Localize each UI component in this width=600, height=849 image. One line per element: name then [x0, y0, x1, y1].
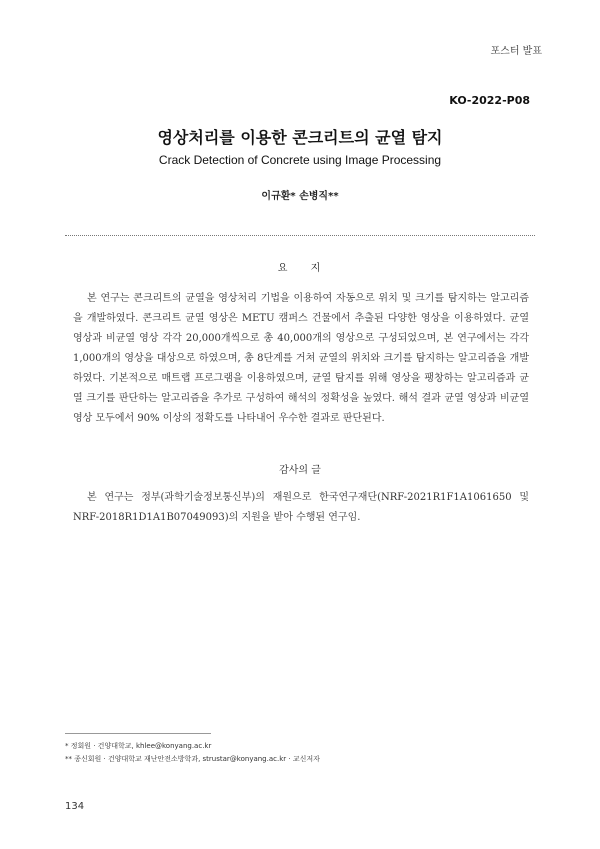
header-category: 포스터 발표	[490, 46, 542, 57]
section-divider	[65, 235, 535, 236]
footnote-2: ** 종신회원 · 건양대학교 재난안전소방학과, strustar@konyang.ac.kr · 교신저자	[65, 755, 320, 763]
acknowledgement-heading: 감사의 글	[279, 465, 321, 476]
title-english: Crack Detection of Concrete using Image Processing	[158, 153, 442, 167]
title-korean: 영상처리를 이용한 콘크리트의 균열 탐지	[157, 128, 443, 147]
authors: 이규환* 손병직**	[261, 191, 339, 202]
page-number: 134	[65, 801, 85, 812]
acknowledgement-text: 본 연구는 정부(과학기술정보통신부)의 재원으로 한국연구재단(NRF-2021R1F1A1061650 및 NRF-2018R1D1A1B07049093)의 지원을 받아 수행된 연구임.	[73, 492, 529, 523]
abstract-heading: 요 지	[277, 263, 331, 274]
footnote-1: * 정회원 · 건양대학교, khlee@konyang.ac.kr	[65, 742, 212, 750]
footnote-divider	[65, 733, 211, 734]
paper-code: KO-2022-P08	[449, 94, 530, 107]
abstract-text: 본 연구는 콘크리트의 균열을 영상처리 기법을 이용하여 자동으로 위치 및 크기를 탐지하는 알고리즘을 개발하였다. 콘크리트 균열 영상은 METU 캠퍼스 건물에서 추출된 다양한 영상을 이용하였다. 균열 영상과 비균열 영상 각각 20,000개씩으로 총 40,000개의 영상으로 구성되었으며, 본 연구에서는 각각 1,000개의 영상을 대상으로 하였으며, 총 8단계를 거쳐 균열의 위치와 크기를 탐지하는 알고리즘을 개발하였다. 기본적으로 매트랩 프로그램을 이용하였으며, 균열 탐지를 위해 영상을 팽창하는 알고리즘과 균열 크기를 판단하는 알고리즘을 추가로 구성하여 해석의 정확성을 높였다. 해석 결과 균열 영상과 비균열 영상 모두에서 90% 이상의 정확도를 나타내어 우수한 결과로 판단된다.	[73, 293, 529, 424]
